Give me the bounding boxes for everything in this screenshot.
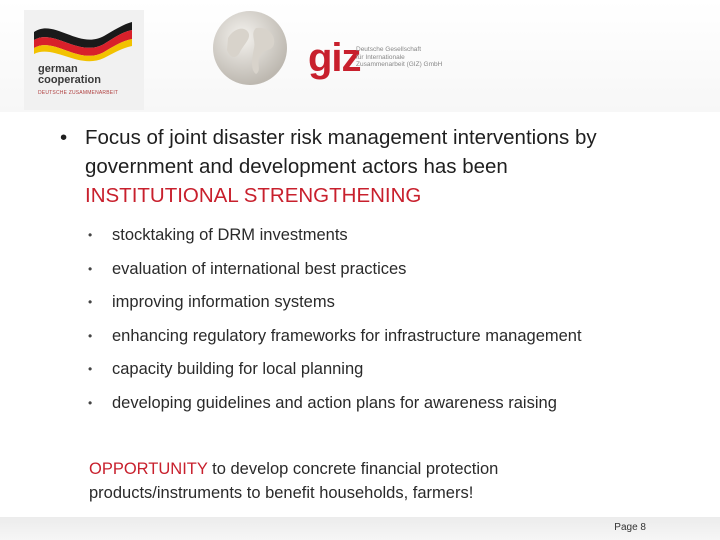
page-number: Page 8 [614, 522, 646, 533]
opportunity-statement [89, 457, 649, 505]
german-label: german [38, 63, 78, 75]
cooperation-label: cooperation [38, 74, 101, 86]
main-bullet-highlight: INSTITUTIONAL STRENGTHENING [85, 184, 422, 207]
bullet-icon: • [88, 295, 93, 310]
german-cooperation-wordmark [38, 64, 101, 86]
bullet-icon: • [60, 126, 68, 149]
main-bullet-body: Focus of joint disaster risk management interventions by government and development actors has been [85, 126, 597, 178]
list-item-text: developing guidelines and action plans for awareness raising [112, 393, 557, 412]
list-item-text: capacity building for local planning [112, 360, 364, 379]
list-item-text: stocktaking of DRM investments [112, 226, 348, 244]
bullet-icon: • [88, 228, 93, 242]
giz-line-1: Deutsche Gesellschaft [356, 46, 422, 53]
german-flag-icon [24, 10, 144, 70]
opportunity-keyword: OPPORTUNITY [89, 460, 208, 478]
list-item-text: evaluation of international best practices [112, 259, 407, 278]
german-cooperation-logo [24, 10, 144, 110]
bullet-icon: • [88, 328, 93, 343]
list-item-text: enhancing regulatory frameworks for infrastructure management [112, 326, 582, 345]
main-bullet-text [85, 123, 670, 210]
main-bullet [60, 123, 670, 210]
giz-line-2: für Internationale [356, 53, 405, 61]
bullet-icon: • [88, 261, 93, 276]
opportunity-text: to develop concrete financial protection products/instruments to benefit households, farmers! [89, 460, 499, 502]
german-cooperation-tagline: DEUTSCHE ZUSAMMENARBEIT [38, 90, 119, 96]
bullet-icon: • [88, 362, 93, 377]
list-item-text: improving information systems [112, 293, 335, 312]
footer-band [0, 517, 720, 540]
bullet-icon: • [88, 395, 93, 410]
giz-full-name [356, 46, 442, 69]
giz-logo: giz [308, 36, 361, 80]
giz-line-3: Zusammenarbeit (GIZ) GmbH [356, 61, 443, 68]
globe-icon [210, 8, 290, 88]
